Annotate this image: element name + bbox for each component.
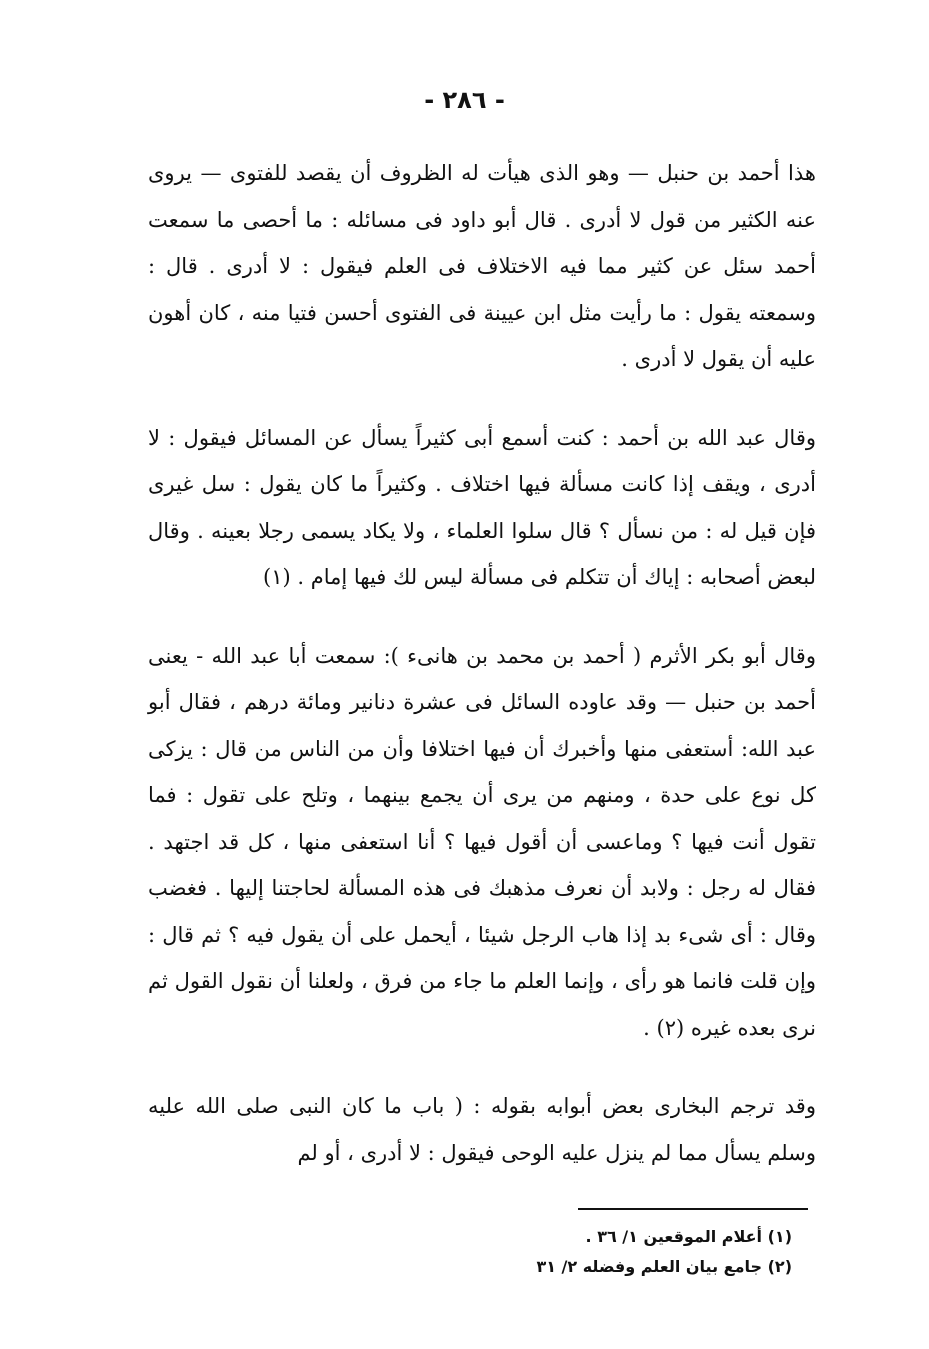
footnote-2: (٢) جامع بيان العلم وفضله ٢/ ٣١ — [536, 1257, 792, 1276]
paragraph-4: وقد ترجم البخارى بعض أبوابه بقوله : ( باب ما كان النبى صلى الله عليه وسلم يسأل مما لم ينزل عليه الوحى فيقول : لا أدرى ، أو لم — [148, 1094, 816, 1165]
footnote-divider — [578, 1208, 808, 1210]
footnote-1: (١) أعلام الموقعين ١/ ٣٦ . — [585, 1227, 792, 1246]
footnotes — [440, 1222, 792, 1282]
page-number: - ٢٨٦ - — [424, 86, 505, 114]
body-text — [148, 150, 816, 1208]
paragraph-3: وقال أبو بكر الأثرم ( أحمد بن محمد بن هانىء ): سمعت أبا عبد الله - يعنى أحمد بن حنبل — وقد عاوده السائل فى عشرة دنانير ومائة درهم ، فقال أبو عبد الله: أستعفى منها وأخبرك أن فيها اختلافا وأن من الناس من قال : يزكى كل نوع على حدة ، ومنهم من يرى أن يجمع بينهما ، وتلح على تقول : فما تقول أنت فيها ؟ وماعسى أن أقول فيها ؟ أنا استعفى منها ، كل قد اجتهد . فقال له رجل : ولابد أن نعرف مذهبك فى هذه المسألة لحاجتنا إليها . فغضب وقال : أى شىء بد إذا هاب الرجل شيئا ، أيحمل على أن يقول فيه ؟ ثم قال : وإن قلت فانما هو رأى ، وإنما العلم ما جاء من فرق ، ولعلنا أن نقول القول ثم نرى بعده غيره (٢) . — [148, 643, 816, 1040]
paragraph-2: وقال عبد الله بن أحمد : كنت أسمع أبى كثيراً يسأل عن المسائل فيقول : لا أدرى ، ويقف إذا كانت مسألة فيها اختلاف . وكثيراً ما كان يقول : سل غيرى فإن قيل له : من نسأل ؟ قال سلوا العلماء ، ولا يكاد يسمى رجلا بعينه . وقال لبعض أصحابه : إياك أن تتكلم فى مسألة ليس لك فيها إمام . (١) — [148, 425, 816, 589]
paragraph-1: هذا أحمد بن حنبل — وهو الذى هيأت له الظروف أن يقصد للفتوى — يروى عنه الكثير من قول لا أدرى . قال أبو داود فى مسائله : ما أحصى ما سمعت أحمد سئل عن كثير مما فيه الاختلاف فى العلم فيقول : لا أدرى . قال : وسمعته يقول : ما رأيت مثل ابن عيينة فى الفتوى أحسن فتيا منه ، كان أهون عليه أن يقول لا أدرى . — [148, 161, 816, 371]
